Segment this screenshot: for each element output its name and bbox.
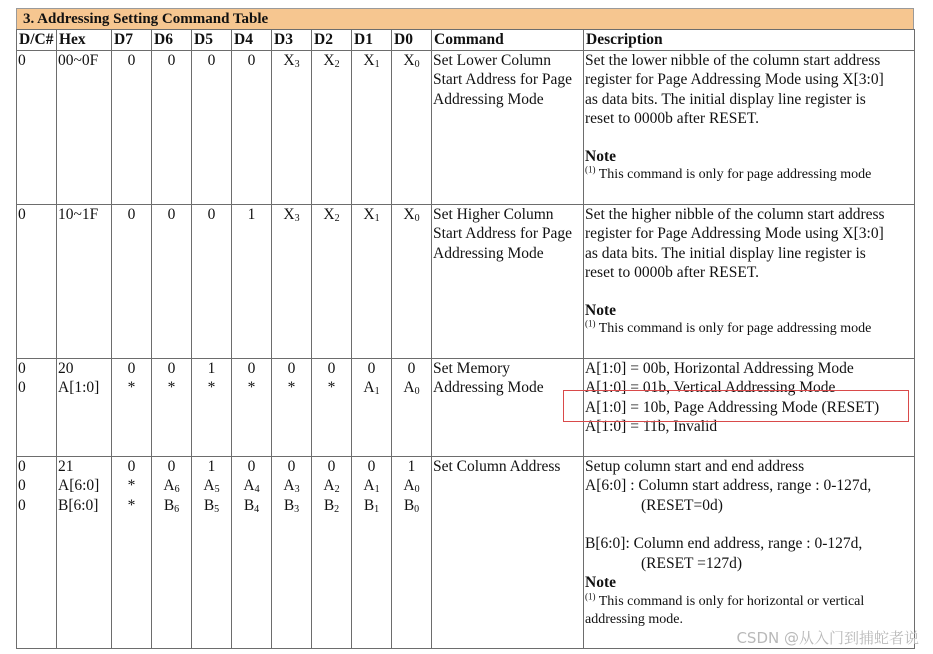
table-row	[17, 204, 915, 358]
bit-cell	[232, 50, 272, 204]
bit-value: 0	[127, 205, 136, 223]
description-line: A[1:0] = 00b, Horizontal Addressing Mode	[585, 359, 854, 377]
bit-cell	[112, 204, 152, 358]
bit-value: 1	[407, 457, 416, 475]
bit-subscript: 1	[374, 58, 380, 70]
command-cell: Set Lower Column Start Address for Page Addressing Mode	[432, 50, 584, 204]
bit-value: $X_2$	[323, 205, 340, 224]
bit-value: $A_0$	[403, 477, 420, 495]
bit-subscript: 3	[294, 212, 300, 224]
description-line: reset to 0000b after RESET.	[585, 264, 760, 281]
bit-value: 0	[127, 457, 136, 475]
bit-value: *	[127, 496, 136, 514]
hex-value: 21	[58, 457, 74, 475]
bit-value: $A_5$	[203, 477, 220, 495]
bit-value: $X_1$	[363, 51, 380, 70]
description-line: A[6:0] : Column start address, range : 0-127d,	[585, 477, 872, 494]
bit-value: 0	[207, 205, 216, 223]
bit-value: 0	[167, 359, 176, 377]
note-text: $^{(1)}$ This command is only for horizontal or vertical addressing mode.	[585, 590, 865, 627]
bit-cell	[192, 204, 232, 358]
bit-subscript: 0	[414, 484, 420, 495]
dc-cell	[17, 456, 57, 648]
bit-cell	[272, 456, 312, 648]
dc-value: 0	[18, 51, 26, 69]
dc-value: 0	[18, 379, 26, 396]
note-title: Note	[585, 147, 616, 165]
bit-cell	[152, 358, 192, 456]
bit-subscript: 5	[214, 484, 220, 495]
note-superscript: (1)	[585, 318, 596, 329]
bit-value: *	[167, 379, 176, 396]
bit-cell	[312, 358, 352, 456]
bit-value: 0	[367, 457, 376, 475]
description-line: as data bits. The initial display line register is	[585, 244, 866, 262]
note-text: $^{(1)}$ This command is only for page addressing mode	[585, 318, 872, 336]
description-cell	[584, 204, 915, 358]
description-line: register for Page Addressing Mode using X[3:0]	[585, 71, 884, 88]
bit-subscript: 0	[414, 58, 420, 70]
bit-cell	[392, 204, 432, 358]
dc-cell	[17, 204, 57, 358]
hex-cell	[57, 50, 112, 204]
section-title: 3. Addressing Setting Command Table	[16, 8, 914, 29]
bit-cell	[352, 456, 392, 648]
bit-cell	[352, 358, 392, 456]
description-gap	[585, 515, 913, 534]
bit-cell	[352, 50, 392, 204]
bit-value: 1	[247, 205, 256, 223]
description-line: (RESET =127d)	[641, 554, 743, 572]
bit-subscript: 0	[414, 212, 420, 224]
description-line: B[6:0]: Column end address, range : 0-127d,	[585, 535, 863, 552]
hex-cell	[57, 456, 112, 648]
bit-subscript: 1	[374, 503, 380, 515]
hex-value: 10~1F	[58, 205, 99, 223]
bit-value: *	[327, 379, 336, 396]
bit-subscript: 1	[374, 212, 380, 224]
bit-subscript: 1	[374, 484, 380, 495]
description-line: Set the lower nibble of the column start address	[585, 51, 881, 69]
bit-value: 0	[127, 51, 136, 69]
bit-cell	[152, 50, 192, 204]
header-cell: D4	[232, 30, 272, 51]
bit-value: 0	[327, 359, 336, 377]
bit-cell	[152, 204, 192, 358]
bit-value: 1	[207, 359, 216, 377]
bit-cell	[112, 358, 152, 456]
command-table-sheet	[16, 8, 914, 649]
bit-cell	[312, 204, 352, 358]
description-line: A[1:0] = 11b, Invalid	[585, 418, 718, 435]
header-cell: D1	[352, 30, 392, 51]
bit-cell	[112, 456, 152, 648]
bit-value: $A_4$	[243, 477, 260, 495]
bit-subscript: 0	[414, 386, 420, 397]
bit-cell	[272, 50, 312, 204]
bit-cell	[312, 456, 352, 648]
bit-cell	[192, 358, 232, 456]
bit-value: 0	[327, 457, 336, 475]
note-superscript: (1)	[585, 590, 596, 601]
bit-value: $X_1$	[363, 205, 380, 224]
bit-subscript: 4	[254, 484, 260, 495]
bit-cell	[232, 204, 272, 358]
bit-value: $B_6$	[163, 496, 180, 515]
command-cell: Set Column Address	[432, 456, 584, 648]
hex-cell	[57, 358, 112, 456]
bit-cell	[392, 50, 432, 204]
bit-value: *	[287, 379, 296, 396]
description-line: Setup column start and end address	[585, 457, 805, 475]
bit-value: $A_2$	[323, 477, 340, 495]
bit-subscript: 6	[174, 484, 180, 495]
bit-subscript: 0	[414, 503, 420, 515]
hex-value: A[6:0]	[58, 477, 100, 494]
hex-value: 20	[58, 359, 74, 377]
hex-cell	[57, 204, 112, 358]
header-cell: D7	[112, 30, 152, 51]
description-line: A[1:0] = 01b, Vertical Addressing Mode	[585, 379, 836, 396]
note-title: Note	[585, 301, 616, 319]
description-cell	[584, 456, 915, 648]
bit-cell	[112, 50, 152, 204]
bit-value: $B_0$	[403, 496, 420, 515]
bit-value: 0	[367, 359, 376, 377]
bit-subscript: 2	[334, 484, 340, 495]
bit-value: $X_0$	[403, 51, 420, 70]
header-cell: D/C#	[17, 30, 57, 51]
bit-value: 0	[167, 51, 176, 69]
bit-cell	[192, 50, 232, 204]
bit-cell	[232, 456, 272, 648]
bit-value: 0	[247, 457, 256, 475]
bit-value: 0	[207, 51, 216, 69]
bit-value: 0	[167, 457, 176, 475]
hex-value: B[6:0]	[58, 496, 99, 514]
bit-value: *	[247, 379, 256, 396]
table-row	[17, 456, 915, 648]
bit-value: 1	[207, 457, 216, 475]
bit-subscript: 2	[334, 58, 340, 70]
bit-value: $B_3$	[283, 496, 300, 515]
bit-value: $A_1$	[363, 477, 380, 495]
bit-subscript: 2	[334, 503, 340, 515]
description-line: reset to 0000b after RESET.	[585, 110, 760, 127]
bit-value: $B_1$	[363, 496, 380, 515]
bit-cell	[272, 358, 312, 456]
bit-value: *	[127, 379, 136, 396]
bit-subscript: 1	[374, 386, 380, 397]
dc-cell	[17, 358, 57, 456]
bit-value: $B_2$	[323, 496, 340, 515]
header-cell: D0	[392, 30, 432, 51]
header-cell: D6	[152, 30, 192, 51]
dc-value: 0	[18, 359, 26, 377]
header-cell: Command	[432, 30, 584, 51]
addressing-command-table	[16, 29, 915, 649]
bit-cell	[192, 456, 232, 648]
header-cell: D5	[192, 30, 232, 51]
bit-value: $X_2$	[323, 51, 340, 70]
command-cell: Set Memory Addressing Mode	[432, 358, 584, 456]
bit-value: 0	[407, 359, 416, 377]
dc-value: 0	[18, 496, 26, 514]
bit-cell	[312, 50, 352, 204]
watermark: CSDN @从入门到捕蛇者说	[736, 629, 919, 647]
description-cell	[584, 358, 915, 456]
bit-subscript: 2	[334, 212, 340, 224]
dc-value: 0	[18, 477, 26, 494]
bit-subscript: 5	[214, 503, 220, 515]
bit-value: $X_0$	[403, 205, 420, 224]
bit-value: $B_4$	[243, 496, 260, 515]
table-header-row	[17, 30, 915, 51]
bit-subscript: 3	[294, 503, 300, 515]
bit-cell	[392, 456, 432, 648]
description-line: (RESET=0d)	[641, 496, 723, 514]
bit-cell	[352, 204, 392, 358]
command-cell: Set Higher Column Start Address for Page Addressing Mode	[432, 204, 584, 358]
bit-value: $X_3$	[283, 51, 300, 70]
header-cell: Description	[584, 30, 915, 51]
description-line: as data bits. The initial display line register is	[585, 90, 866, 108]
bit-value: 0	[247, 51, 256, 69]
description-line: Set the higher nibble of the column start address	[585, 205, 885, 223]
bit-subscript: 6	[174, 503, 180, 515]
hex-value: A[1:0]	[58, 379, 100, 396]
bit-value: *	[127, 477, 136, 494]
table-row	[17, 50, 915, 204]
description-line: register for Page Addressing Mode using X[3:0]	[585, 225, 884, 242]
bit-value: 0	[247, 359, 256, 377]
bit-value: $A_3$	[283, 477, 300, 495]
note-title: Note	[585, 574, 616, 591]
bit-value: 0	[167, 205, 176, 223]
bit-value: 0	[287, 457, 296, 475]
bit-value: 0	[127, 359, 136, 377]
bit-cell	[392, 358, 432, 456]
bit-value: $A_1$	[363, 379, 380, 397]
bit-value: 0	[287, 359, 296, 377]
bit-subscript: 4	[254, 503, 260, 515]
bit-cell	[232, 358, 272, 456]
header-cell: D3	[272, 30, 312, 51]
bit-subscript: 3	[294, 58, 300, 70]
bit-value: *	[207, 379, 216, 396]
dc-value: 0	[18, 205, 26, 223]
description-line: A[1:0] = 10b, Page Addressing Mode (RESET)	[585, 398, 880, 416]
bit-cell	[272, 204, 312, 358]
bit-value: $X_3$	[283, 205, 300, 224]
description-cell	[584, 50, 915, 204]
bit-cell	[152, 456, 192, 648]
dc-value: 0	[18, 457, 26, 475]
bit-value: $B_5$	[203, 496, 220, 515]
note-superscript: (1)	[585, 164, 596, 175]
bit-value: $A_0$	[403, 379, 420, 397]
dc-cell	[17, 50, 57, 204]
header-cell: Hex	[57, 30, 112, 51]
note-text: $^{(1)}$ This command is only for page addressing mode	[585, 164, 872, 182]
header-cell: D2	[312, 30, 352, 51]
bit-value: $A_6$	[163, 477, 180, 495]
bit-subscript: 3	[294, 484, 300, 495]
table-row	[17, 358, 915, 456]
hex-value: 00~0F	[58, 51, 99, 69]
